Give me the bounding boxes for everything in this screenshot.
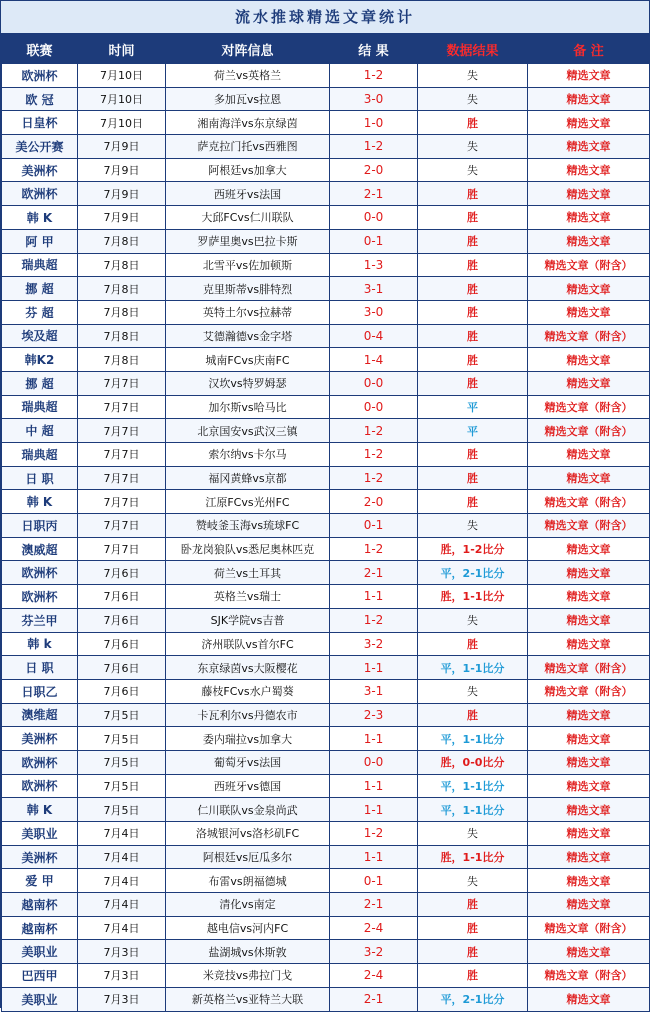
score-cell: 1-2 [330, 466, 418, 490]
date-cell: 7月4日 [78, 916, 166, 940]
league-cell: 韩K2 [2, 348, 78, 372]
table-row [2, 727, 650, 751]
league-cell: 美洲杯 [2, 158, 78, 182]
date-cell: 7月6日 [78, 656, 166, 680]
table-row [2, 135, 650, 159]
score-cell: 1-0 [330, 111, 418, 135]
data-result-cell: 胜，1-1比分 [418, 845, 528, 869]
table-row [2, 774, 650, 798]
table-row [2, 348, 650, 372]
score-cell: 3-1 [330, 277, 418, 301]
data-result-cell: 胜 [418, 182, 528, 206]
score-cell: 3-2 [330, 940, 418, 964]
note-cell: 精选文章 [528, 703, 650, 727]
table-row [2, 964, 650, 988]
data-result-cell: 胜 [418, 111, 528, 135]
data-result-cell: 胜 [418, 632, 528, 656]
match-cell: 新英格兰vs亚特兰大联 [166, 987, 330, 1011]
score-cell: 1-2 [330, 419, 418, 443]
data-result-cell: 平，1-1比分 [418, 727, 528, 751]
match-cell: 阿根廷vs加拿大 [166, 158, 330, 182]
match-cell: 克里斯蒂vs腓特烈 [166, 277, 330, 301]
score-cell: 1-1 [330, 774, 418, 798]
table-row [2, 845, 650, 869]
date-cell: 7月8日 [78, 300, 166, 324]
league-cell: 爱 甲 [2, 869, 78, 893]
match-cell: 英特土尔vs拉赫蒂 [166, 300, 330, 324]
match-cell: 北京国安vs武汉三镇 [166, 419, 330, 443]
date-cell: 7月4日 [78, 822, 166, 846]
score-cell: 0-1 [330, 514, 418, 538]
score-cell: 0-4 [330, 324, 418, 348]
data-result-cell: 平，2-1比分 [418, 987, 528, 1011]
date-cell: 7月7日 [78, 371, 166, 395]
data-result-cell: 胜，1-1比分 [418, 585, 528, 609]
score-cell: 0-1 [330, 229, 418, 253]
league-cell: 欧洲杯 [2, 585, 78, 609]
league-cell: 埃及超 [2, 324, 78, 348]
table-row [2, 798, 650, 822]
score-cell: 3-0 [330, 300, 418, 324]
match-cell: 北雪平vs佐加顿斯 [166, 253, 330, 277]
date-cell: 7月7日 [78, 443, 166, 467]
league-cell: 韩 K [2, 490, 78, 514]
data-result-cell: 平，1-1比分 [418, 774, 528, 798]
note-cell: 精选文章 [528, 727, 650, 751]
score-cell: 1-2 [330, 608, 418, 632]
league-cell: 美职业 [2, 822, 78, 846]
data-result-cell: 胜 [418, 916, 528, 940]
data-result-cell: 胜 [418, 229, 528, 253]
league-cell: 欧洲杯 [2, 750, 78, 774]
match-cell: 西班牙vs法国 [166, 182, 330, 206]
score-cell: 2-1 [330, 182, 418, 206]
note-cell: 精选文章（附含） [528, 656, 650, 680]
note-cell: 精选文章 [528, 822, 650, 846]
league-cell: 日职乙 [2, 679, 78, 703]
table-row [2, 443, 650, 467]
league-cell: 美洲杯 [2, 727, 78, 751]
table-row [2, 537, 650, 561]
data-result-cell: 失 [418, 869, 528, 893]
date-cell: 7月4日 [78, 893, 166, 917]
match-cell: 赞岐釜玉海vs琉球FC [166, 514, 330, 538]
table-row [2, 632, 650, 656]
data-result-cell: 胜 [418, 206, 528, 230]
table-row [2, 111, 650, 135]
table-row [2, 87, 650, 111]
data-result-cell: 胜 [418, 371, 528, 395]
table-row [2, 229, 650, 253]
score-cell: 1-4 [330, 348, 418, 372]
league-cell: 韩 K [2, 206, 78, 230]
data-result-cell: 失 [418, 679, 528, 703]
note-cell: 精选文章 [528, 798, 650, 822]
table-row [2, 608, 650, 632]
league-cell: 巴西甲 [2, 964, 78, 988]
match-cell: 仁川联队vs金泉尚武 [166, 798, 330, 822]
match-cell: 卡瓦利尔vs丹德农市 [166, 703, 330, 727]
match-cell: 东京绿茵vs大阪樱花 [166, 656, 330, 680]
match-cell: 荷兰vs英格兰 [166, 64, 330, 88]
header-note: 备 注 [528, 35, 650, 64]
date-cell: 7月8日 [78, 348, 166, 372]
note-cell: 精选文章 [528, 300, 650, 324]
date-cell: 7月3日 [78, 940, 166, 964]
data-result-cell: 失 [418, 135, 528, 159]
score-cell: 1-2 [330, 135, 418, 159]
table-row [2, 656, 650, 680]
league-cell: 日职丙 [2, 514, 78, 538]
data-result-cell: 平，2-1比分 [418, 561, 528, 585]
score-cell: 2-0 [330, 158, 418, 182]
match-cell: 江原FCvs光州FC [166, 490, 330, 514]
date-cell: 7月9日 [78, 182, 166, 206]
match-cell: 罗萨里奥vs巴拉卡斯 [166, 229, 330, 253]
score-cell: 2-0 [330, 490, 418, 514]
league-cell: 美洲杯 [2, 845, 78, 869]
data-result-cell: 失 [418, 608, 528, 632]
date-cell: 7月6日 [78, 632, 166, 656]
header-league: 联赛 [2, 35, 78, 64]
league-cell: 阿 甲 [2, 229, 78, 253]
league-cell: 欧洲杯 [2, 182, 78, 206]
note-cell: 精选文章 [528, 561, 650, 585]
date-cell: 7月7日 [78, 466, 166, 490]
note-cell: 精选文章 [528, 750, 650, 774]
date-cell: 7月5日 [78, 703, 166, 727]
league-cell: 芬 超 [2, 300, 78, 324]
league-cell: 瑞典超 [2, 395, 78, 419]
score-cell: 3-1 [330, 679, 418, 703]
note-cell: 精选文章 [528, 585, 650, 609]
match-cell: 索尔纳vs卡尔马 [166, 443, 330, 467]
league-cell: 芬兰甲 [2, 608, 78, 632]
header-row [2, 35, 650, 64]
date-cell: 7月8日 [78, 229, 166, 253]
date-cell: 7月4日 [78, 869, 166, 893]
note-cell: 精选文章 [528, 182, 650, 206]
data-result-cell: 胜 [418, 443, 528, 467]
data-result-cell: 失 [418, 822, 528, 846]
match-cell: 福冈黄蜂vs京都 [166, 466, 330, 490]
table-body [2, 64, 650, 1012]
data-result-cell: 失 [418, 514, 528, 538]
score-cell: 1-3 [330, 253, 418, 277]
data-result-cell: 胜 [418, 490, 528, 514]
header-data-result: 数据结果 [418, 35, 528, 64]
match-cell: 藤枝FCvs水户蜀葵 [166, 679, 330, 703]
league-cell: 日皇杯 [2, 111, 78, 135]
data-result-cell: 平，1-1比分 [418, 656, 528, 680]
note-cell: 精选文章（附含） [528, 679, 650, 703]
table-row [2, 916, 650, 940]
table-row [2, 277, 650, 301]
data-result-cell: 失 [418, 64, 528, 88]
data-result-cell: 胜 [418, 466, 528, 490]
score-cell: 2-4 [330, 916, 418, 940]
date-cell: 7月5日 [78, 798, 166, 822]
note-cell: 精选文章（附含） [528, 964, 650, 988]
date-cell: 7月5日 [78, 750, 166, 774]
data-result-cell: 胜 [418, 964, 528, 988]
score-cell: 0-1 [330, 869, 418, 893]
score-cell: 2-3 [330, 703, 418, 727]
date-cell: 7月5日 [78, 774, 166, 798]
note-cell: 精选文章 [528, 111, 650, 135]
match-cell: 盐湖城vs休斯敦 [166, 940, 330, 964]
league-cell: 欧洲杯 [2, 561, 78, 585]
score-cell: 1-2 [330, 822, 418, 846]
note-cell: 精选文章（附含） [528, 514, 650, 538]
note-cell: 精选文章（附含） [528, 419, 650, 443]
date-cell: 7月6日 [78, 585, 166, 609]
table-row [2, 514, 650, 538]
league-cell: 挪 超 [2, 371, 78, 395]
table-row [2, 703, 650, 727]
date-cell: 7月7日 [78, 514, 166, 538]
date-cell: 7月9日 [78, 135, 166, 159]
match-cell: 米竞技vs弗拉门戈 [166, 964, 330, 988]
score-cell: 0-0 [330, 206, 418, 230]
score-cell: 2-1 [330, 893, 418, 917]
data-result-cell: 胜 [418, 277, 528, 301]
data-result-cell: 胜，1-2比分 [418, 537, 528, 561]
date-cell: 7月6日 [78, 561, 166, 585]
match-cell: 济州联队vs首尔FC [166, 632, 330, 656]
date-cell: 7月7日 [78, 395, 166, 419]
note-cell: 精选文章 [528, 277, 650, 301]
league-cell: 瑞典超 [2, 443, 78, 467]
table-row [2, 253, 650, 277]
table-row [2, 893, 650, 917]
table-row [2, 182, 650, 206]
league-cell: 美职业 [2, 987, 78, 1011]
match-cell: 城南FCvs庆南FC [166, 348, 330, 372]
match-cell: 汉坎vs特罗姆瑟 [166, 371, 330, 395]
date-cell: 7月5日 [78, 727, 166, 751]
match-cell: 大邱FCvs仁川联队 [166, 206, 330, 230]
match-cell: 布雷vs朗福德城 [166, 869, 330, 893]
date-cell: 7月8日 [78, 277, 166, 301]
table-row [2, 158, 650, 182]
date-cell: 7月10日 [78, 87, 166, 111]
note-cell: 精选文章 [528, 608, 650, 632]
results-table [1, 34, 650, 1012]
score-cell: 1-1 [330, 656, 418, 680]
date-cell: 7月9日 [78, 158, 166, 182]
league-cell: 欧 冠 [2, 87, 78, 111]
match-cell: 萨克拉门托vs西雅图 [166, 135, 330, 159]
match-cell: 湘南海洋vs东京绿茵 [166, 111, 330, 135]
note-cell: 精选文章 [528, 869, 650, 893]
table-row [2, 987, 650, 1011]
date-cell: 7月7日 [78, 490, 166, 514]
score-cell: 2-4 [330, 964, 418, 988]
table-row [2, 822, 650, 846]
score-cell: 1-1 [330, 727, 418, 751]
note-cell: 精选文章 [528, 466, 650, 490]
score-cell: 3-2 [330, 632, 418, 656]
match-cell: 卧龙岗狼队vs悉尼奥林匹克 [166, 537, 330, 561]
header-date: 时间 [78, 35, 166, 64]
league-cell: 美职业 [2, 940, 78, 964]
match-cell: 葡萄牙vs法国 [166, 750, 330, 774]
match-cell: SJK学院vs吉普 [166, 608, 330, 632]
match-cell: 清化vs南定 [166, 893, 330, 917]
match-cell: 艾德瀚德vs金字塔 [166, 324, 330, 348]
match-cell: 委内瑞拉vs加拿大 [166, 727, 330, 751]
data-result-cell: 胜 [418, 940, 528, 964]
data-result-cell: 失 [418, 87, 528, 111]
score-cell: 0-0 [330, 750, 418, 774]
table-row [2, 206, 650, 230]
note-cell: 精选文章 [528, 774, 650, 798]
note-cell: 精选文章 [528, 135, 650, 159]
data-result-cell: 平 [418, 419, 528, 443]
data-result-cell: 胜，0-0比分 [418, 750, 528, 774]
score-cell: 1-2 [330, 443, 418, 467]
note-cell: 精选文章 [528, 845, 650, 869]
table-row [2, 371, 650, 395]
table-row [2, 466, 650, 490]
match-cell: 荷兰vs土耳其 [166, 561, 330, 585]
match-cell: 加尔斯vs哈马比 [166, 395, 330, 419]
score-cell: 3-0 [330, 87, 418, 111]
match-cell: 越电信vs河内FC [166, 916, 330, 940]
score-cell: 1-1 [330, 798, 418, 822]
data-result-cell: 胜 [418, 324, 528, 348]
note-cell: 精选文章（附含） [528, 253, 650, 277]
league-cell: 韩 K [2, 798, 78, 822]
data-result-cell: 胜 [418, 300, 528, 324]
match-cell: 多加瓦vs拉恩 [166, 87, 330, 111]
date-cell: 7月8日 [78, 253, 166, 277]
note-cell: 精选文章 [528, 158, 650, 182]
table-row [2, 679, 650, 703]
note-cell: 精选文章（附含） [528, 395, 650, 419]
date-cell: 7月6日 [78, 608, 166, 632]
league-cell: 欧洲杯 [2, 64, 78, 88]
note-cell: 精选文章 [528, 87, 650, 111]
score-cell: 1-1 [330, 585, 418, 609]
note-cell: 精选文章（附含） [528, 324, 650, 348]
league-cell: 挪 超 [2, 277, 78, 301]
table-row [2, 395, 650, 419]
page-title: 流水推球精选文章统计 [1, 1, 649, 34]
note-cell: 精选文章 [528, 893, 650, 917]
note-cell: 精选文章 [528, 371, 650, 395]
header-match: 对阵信息 [166, 35, 330, 64]
date-cell: 7月7日 [78, 537, 166, 561]
match-cell: 洛城银河vs洛杉矶FC [166, 822, 330, 846]
note-cell: 精选文章 [528, 229, 650, 253]
league-cell: 日 职 [2, 466, 78, 490]
date-cell: 7月9日 [78, 206, 166, 230]
note-cell: 精选文章（附含） [528, 916, 650, 940]
note-cell: 精选文章 [528, 206, 650, 230]
league-cell: 中 超 [2, 419, 78, 443]
data-result-cell: 平，1-1比分 [418, 798, 528, 822]
data-result-cell: 胜 [418, 348, 528, 372]
header-score: 结 果 [330, 35, 418, 64]
date-cell: 7月8日 [78, 324, 166, 348]
league-cell: 越南杯 [2, 916, 78, 940]
match-cell: 英格兰vs瑞士 [166, 585, 330, 609]
date-cell: 7月3日 [78, 987, 166, 1011]
data-result-cell: 失 [418, 158, 528, 182]
note-cell: 精选文章 [528, 940, 650, 964]
data-result-cell: 胜 [418, 893, 528, 917]
note-cell: 精选文章 [528, 987, 650, 1011]
score-cell: 0-0 [330, 395, 418, 419]
date-cell: 7月7日 [78, 419, 166, 443]
league-cell: 越南杯 [2, 893, 78, 917]
note-cell: 精选文章 [528, 348, 650, 372]
note-cell: 精选文章 [528, 64, 650, 88]
table-row [2, 64, 650, 88]
table-row [2, 869, 650, 893]
data-result-cell: 平 [418, 395, 528, 419]
note-cell: 精选文章 [528, 443, 650, 467]
match-cell: 阿根廷vs厄瓜多尔 [166, 845, 330, 869]
league-cell: 日 职 [2, 656, 78, 680]
date-cell: 7月4日 [78, 845, 166, 869]
note-cell: 精选文章 [528, 537, 650, 561]
league-cell: 澳维超 [2, 703, 78, 727]
score-cell: 2-1 [330, 987, 418, 1011]
table-row [2, 490, 650, 514]
table-row [2, 300, 650, 324]
date-cell: 7月10日 [78, 64, 166, 88]
data-result-cell: 胜 [418, 253, 528, 277]
league-cell: 韩 k [2, 632, 78, 656]
note-cell: 精选文章 [528, 632, 650, 656]
league-cell: 美公开赛 [2, 135, 78, 159]
data-result-cell: 胜 [418, 703, 528, 727]
score-cell: 1-2 [330, 537, 418, 561]
table-row [2, 750, 650, 774]
note-cell: 精选文章（附含） [528, 490, 650, 514]
league-cell: 瑞典超 [2, 253, 78, 277]
score-cell: 1-1 [330, 845, 418, 869]
score-cell: 1-2 [330, 64, 418, 88]
score-cell: 2-1 [330, 561, 418, 585]
match-cell: 西班牙vs德国 [166, 774, 330, 798]
table-row [2, 324, 650, 348]
table-row [2, 419, 650, 443]
date-cell: 7月10日 [78, 111, 166, 135]
date-cell: 7月3日 [78, 964, 166, 988]
league-cell: 欧洲杯 [2, 774, 78, 798]
table-row [2, 585, 650, 609]
table-row [2, 940, 650, 964]
table-row [2, 561, 650, 585]
score-cell: 0-0 [330, 371, 418, 395]
date-cell: 7月6日 [78, 679, 166, 703]
league-cell: 澳威超 [2, 537, 78, 561]
